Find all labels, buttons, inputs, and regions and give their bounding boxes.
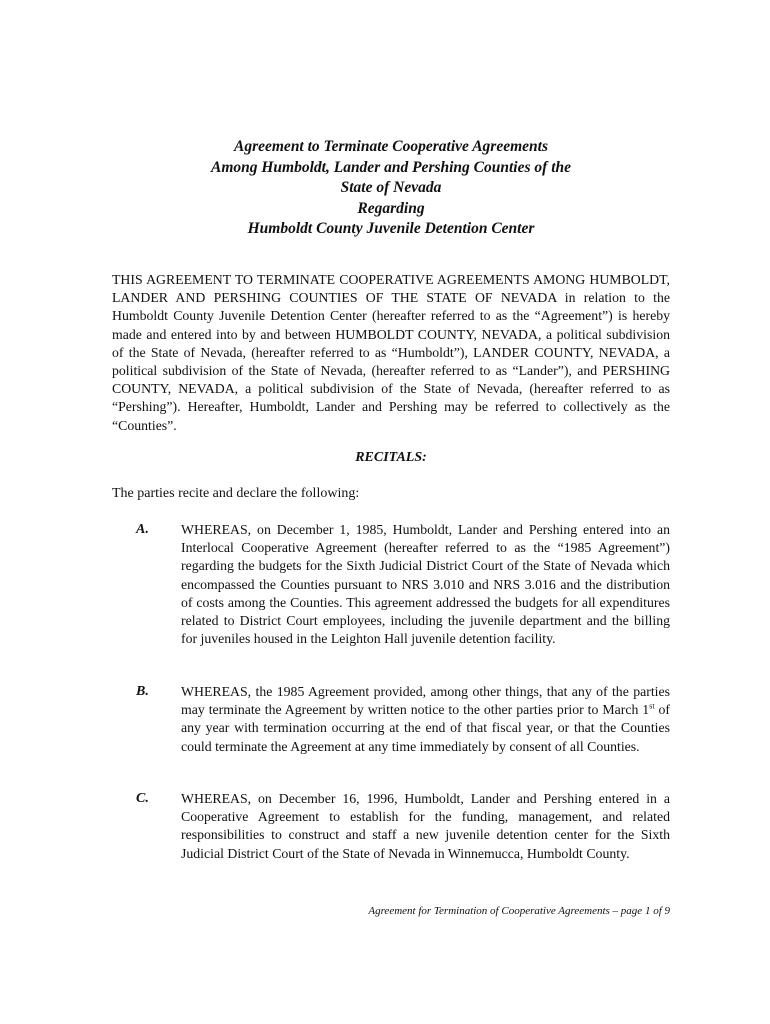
recital-label: B. — [136, 684, 149, 699]
ordinal-suffix: st — [649, 701, 655, 711]
title-line-1: Agreement to Terminate Cooperative Agreements — [234, 138, 548, 155]
title-line-5: Humboldt County Juvenile Detention Center — [247, 220, 535, 237]
recital-text — [181, 683, 670, 756]
document-title — [112, 137, 670, 240]
recital-label: C. — [136, 791, 149, 806]
intro-paragraph: THIS AGREEMENT TO TERMINATE COOPERATIVE AGREEMENTS AMONG HUMBOLDT, LANDER AND PERSHING COUNTIES OF THE STATE OF NEVADA in relation to the Humboldt County Juvenile Detention Center (hereafter referred to as the “Agreement”) is hereby made and entered into by and between HUMBOLDT COUNTY, NEVADA, a political subdivision of the State of Nevada, (hereafter referred to as “Humboldt”), LANDER COUNTY, NEVADA, a political subdivision of the State of Nevada, (hereafter referred to as “Lander”), and PERSHING COUNTY, NEVADA, a political subdivision of the State of Nevada, (hereafter referred to as “Pershing”). Hereafter, Humboldt, Lander and Pershing may be referred to collectively as the “Counties”. — [112, 272, 670, 433]
recital-text-part: of any year with termination occurring at the end of that fiscal year, or that the Counties could terminate the Agreement at any time immediately by consent of all Counties. — [181, 702, 670, 754]
title-line-3: State of Nevada — [340, 179, 442, 196]
recital-label: A. — [136, 522, 149, 537]
title-line-4: Regarding — [357, 199, 425, 217]
title-line-2: Among Humboldt, Lander and Pershing Counties of the — [210, 158, 571, 176]
recital-text: WHEREAS, on December 1, 1985, Humboldt, Lander and Pershing entered into an Interlocal Cooperative Agreement (hereafter referred to as the “1985 Agreement”) regarding the budgets for the Sixth Judicial District Court of the State of Nevada which encompassed the Counties pursuant to NRS 3.010 and NRS 3.016 and the distribution of costs among the Counties. This agreement addressed the budgets for all expenditures related to District Court employees, including the juvenile department and the billing for juveniles housed in the Leighton Hall juvenile detention facility. — [181, 522, 670, 647]
recital-text-part: WHEREAS, the 1985 Agreement provided, among other things, that any of the parties may terminate the Agreement by written notice to the other parties prior to March 1 — [181, 684, 670, 718]
recite-line: The parties recite and declare the following: — [112, 486, 360, 501]
recital-text: WHEREAS, on December 16, 1996, Humboldt, Lander and Pershing entered in a Cooperative Agreement to establish for the funding, management, and related responsibilities to construct and staff a new juvenile detention center for the Sixth Judicial District Court of the State of Nevada in Winnemucca, Humboldt County. — [181, 791, 670, 861]
recitals-heading: RECITALS: — [355, 450, 427, 465]
page-footer: Agreement for Termination of Cooperative Agreements – page 1 of 9 — [368, 905, 670, 917]
